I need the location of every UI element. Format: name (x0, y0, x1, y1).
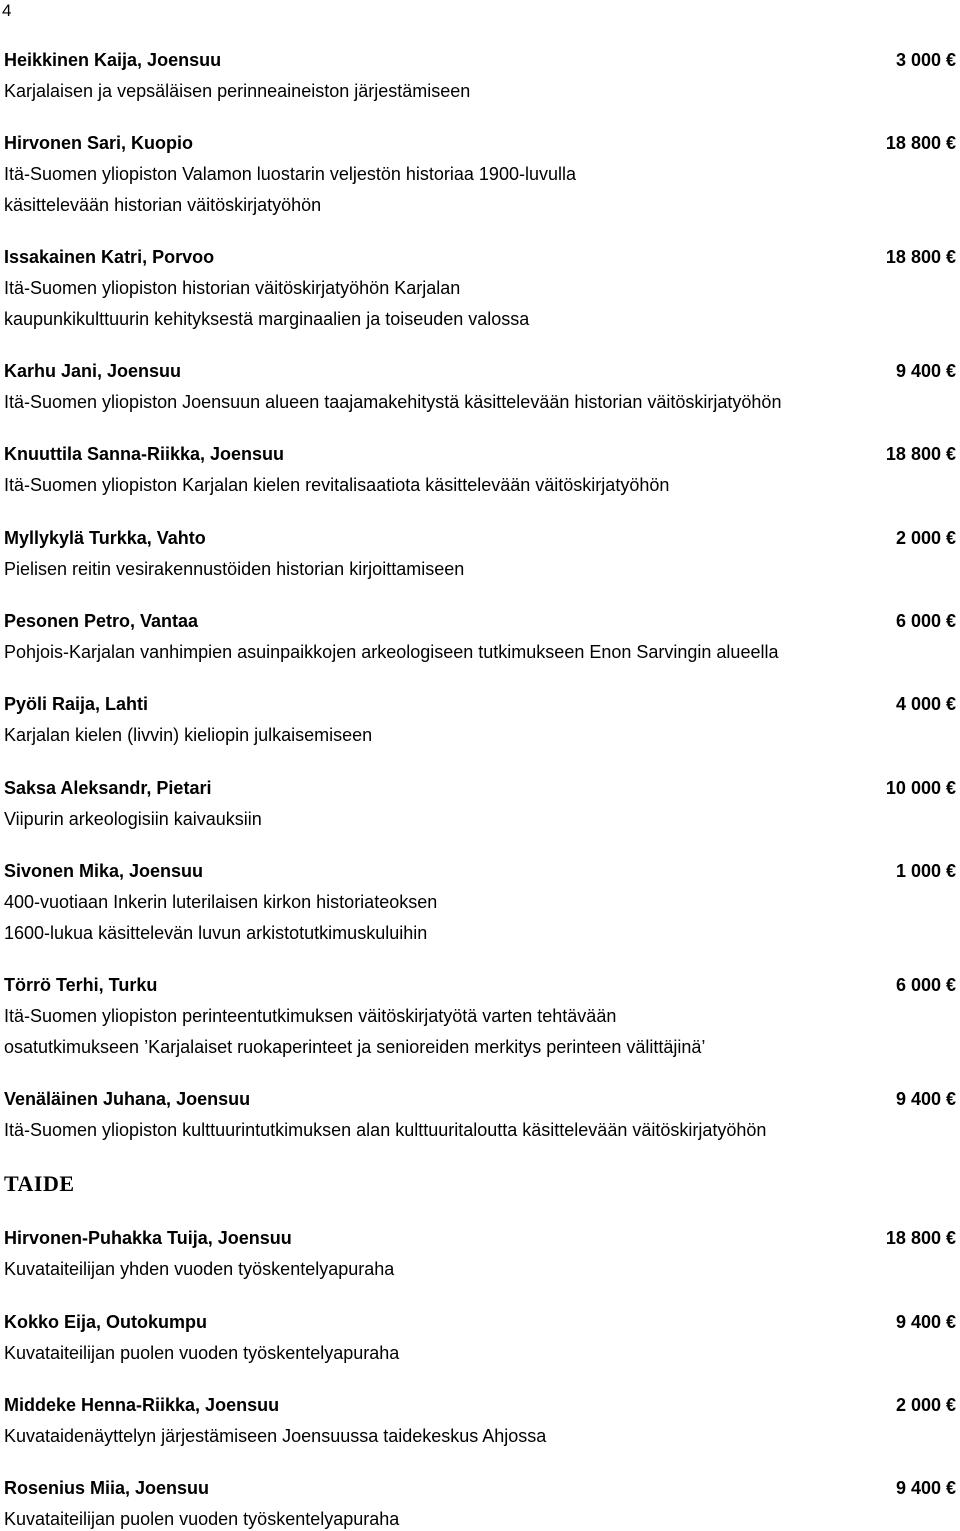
grant-entry-header (4, 360, 956, 382)
grant-description: Itä-Suomen yliopiston Karjalan kielen revitalisaatiota käsittelevään väitöskirjatyöhön (4, 475, 670, 495)
recipient-name: Kokko Eija, Outokumpu (4, 1312, 208, 1332)
grant-description: Pohjois-Karjalan vanhimpien asuinpaikkojen arkeologiseen tutkimukseen Enon Sarvingin alueella (4, 642, 779, 662)
recipient-name: Törrö Terhi, Turku (4, 975, 158, 995)
recipient-name: Hirvonen-Puhakka Tuija, Joensuu (4, 1228, 292, 1248)
grant-amount: 18 800 € (885, 1228, 956, 1248)
recipient-name: Middeke Henna-Riikka, Joensuu (4, 1395, 280, 1415)
grant-description: Itä-Suomen yliopiston Valamon luostarin veljestön historiaa 1900-luvulla (4, 164, 576, 184)
grant-amount: 10 000 € (885, 778, 956, 798)
recipient-name: Heikkinen Kaija, Joensuu (4, 50, 222, 70)
grant-description: Itä-Suomen yliopiston perinteentutkimuksen väitöskirjatyötä varten tehtävään (4, 1006, 617, 1026)
grant-amount: 4 000 € (895, 694, 956, 714)
grant-amount: 18 800 € (885, 247, 956, 267)
grant-entry-header (4, 443, 956, 465)
grant-description: Kuvataidenäyttelyn järjestämiseen Joensuussa taidekeskus Ahjossa (4, 1426, 547, 1446)
recipient-name: Issakainen Katri, Porvoo (4, 247, 215, 267)
recipient-name: Hirvonen Sari, Kuopio (4, 133, 194, 153)
grant-amount: 6 000 € (895, 975, 956, 995)
grant-description: Itä-Suomen yliopiston Joensuun alueen taajamakehitystä käsittelevään historian väitöskirjatyöhön (4, 392, 782, 412)
grant-description: Pielisen reitin vesirakennustöiden historian kirjoittamiseen (4, 559, 465, 579)
recipient-name: Myllykylä Turkka, Vahto (4, 528, 206, 548)
recipient-name: Knuuttila Sanna-Riikka, Joensuu (4, 444, 285, 464)
grant-amount: 6 000 € (895, 611, 956, 631)
grant-description: Kuvataiteilijan puolen vuoden työskentelyapuraha (4, 1343, 400, 1363)
recipient-name: Pyöli Raija, Lahti (4, 694, 149, 714)
grant-entry-header (4, 49, 956, 71)
grant-description: kaupunkikulttuurin kehityksestä marginaalien ja toiseuden valossa (4, 309, 530, 329)
grant-entry-header (4, 527, 956, 549)
grant-amount: 2 000 € (895, 1395, 956, 1415)
grant-entry-header (4, 1227, 956, 1249)
grant-description: käsittelevään historian väitöskirjatyöhön (4, 195, 322, 215)
recipient-name: Venäläinen Juhana, Joensuu (4, 1089, 251, 1109)
grant-entry-header (4, 1477, 956, 1499)
grant-description: Itä-Suomen yliopiston kulttuurintutkimuksen alan kulttuuritaloutta käsittelevään väitöskirjatyöhön (4, 1120, 767, 1140)
grant-amount: 18 800 € (885, 444, 956, 464)
grant-description: Karjalan kielen (livvin) kieliopin julkaisemiseen (4, 725, 373, 745)
grant-amount: 2 000 € (895, 528, 956, 548)
grant-description: Viipurin arkeologisiin kaivauksiin (4, 809, 262, 829)
grant-amount: 9 400 € (895, 1312, 956, 1332)
grant-amount: 9 400 € (895, 1478, 956, 1498)
grant-entry-header (4, 1088, 956, 1110)
grant-description: Kuvataiteilijan yhden vuoden työskentelyapuraha (4, 1259, 395, 1279)
recipient-name: Sivonen Mika, Joensuu (4, 861, 204, 881)
grant-amount: 3 000 € (895, 50, 956, 70)
grant-entry-header (4, 246, 956, 268)
grant-description: Kuvataiteilijan puolen vuoden työskentelyapuraha (4, 1509, 400, 1529)
grant-entry-header (4, 693, 956, 715)
grant-amount: 9 400 € (895, 1089, 956, 1109)
grant-description: 400-vuotiaan Inkerin luterilaisen kirkon historiateoksen (4, 892, 438, 912)
grant-entry-header (4, 974, 956, 996)
grant-entry-header (4, 860, 956, 882)
recipient-name: Rosenius Miia, Joensuu (4, 1478, 210, 1498)
grant-amount: 1 000 € (895, 861, 956, 881)
recipient-name: Pesonen Petro, Vantaa (4, 611, 199, 631)
grant-entry-header (4, 132, 956, 154)
grant-entry-header (4, 1311, 956, 1333)
recipient-name: Karhu Jani, Joensuu (4, 361, 182, 381)
grant-entry-header (4, 1394, 956, 1416)
grant-amount: 9 400 € (895, 361, 956, 381)
grant-entry-header (4, 777, 956, 799)
section-title: TAIDE (4, 1171, 75, 1196)
grant-description: Itä-Suomen yliopiston historian väitöskirjatyöhön Karjalan (4, 278, 461, 298)
page-number: 4 (2, 1, 12, 20)
grant-amount: 18 800 € (885, 133, 956, 153)
grant-description: osatutkimukseen ’Karjalaiset ruokaperinteet ja senioreiden merkitys perinteen välittäjinä’ (4, 1037, 706, 1057)
grant-entry-header (4, 610, 956, 632)
recipient-name: Saksa Aleksandr, Pietari (4, 778, 212, 798)
grant-description: Karjalaisen ja vepsäläisen perinneaineiston järjestämiseen (4, 81, 471, 101)
grant-description: 1600-lukua käsittelevän luvun arkistotutkimuskuluihin (4, 923, 428, 943)
